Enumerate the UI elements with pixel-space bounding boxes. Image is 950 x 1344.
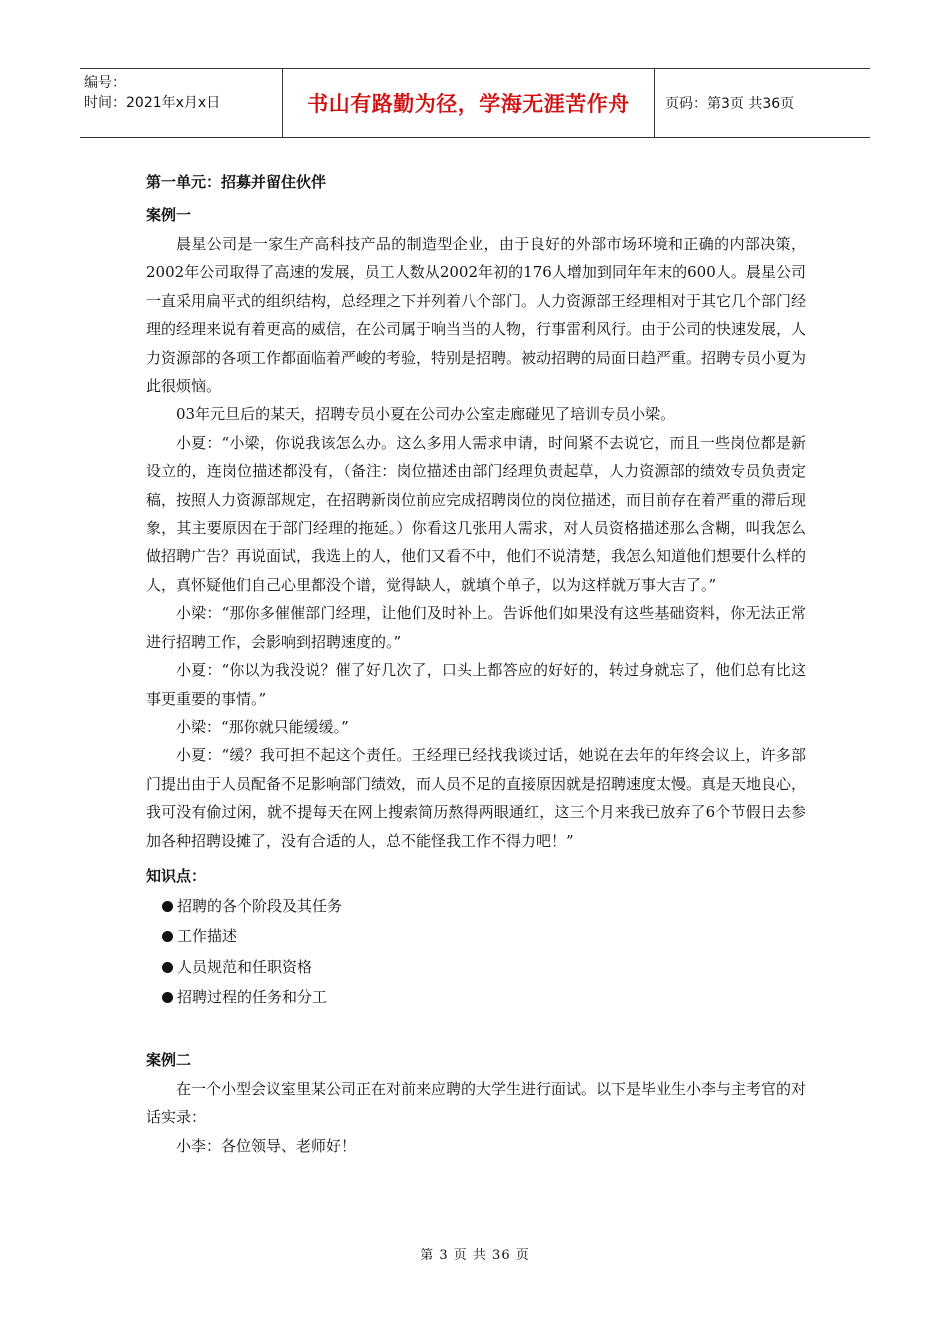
case2-title: 案例二 (146, 1050, 192, 1069)
header-meta (80, 69, 282, 137)
bullet-icon (162, 901, 173, 912)
unit-title: 第一单元：招募并留住伙伴 (146, 173, 327, 191)
document-date-label: 时间：2021年x月x日 (84, 95, 221, 111)
case1-paragraph: 小夏：“你以为我没说？催了好几次了，口头上都答应的好好的，转过身就忘了，他们总有比这事更重要的事情。” (146, 661, 806, 708)
case1-title: 案例一 (146, 206, 192, 224)
page-header (80, 68, 870, 138)
header-motto: 书山有路勤为径，学海无涯苦作舟 (282, 69, 655, 137)
bullet-icon (162, 962, 173, 973)
case1-paragraph: 03年元旦后的某天，招聘专员小夏在公司办公室走廊碰见了培训专员小梁。 (176, 405, 676, 424)
case1-paragraph: 小夏：“小梁，你说我该怎么办。这么多用人需求申请，时间紧不去说它，而且一些岗位都是新设立的，连岗位描述都没有，（备注：岗位描述由部门经理负责起草，人力资源部的绩效专员负责定稿，按照人力资源部规定，在招聘新岗位前应完成招聘岗位的岗位描述，而目前存在着严重的滞后现象，其主要原因在于部门经理的拖延。）你看这几张用人需求，对人员资格描述那么含糊，叫我怎么做招聘广告？再说面试，我选上的人，他们又看不中，他们不说清楚，我怎么知道他们想要什么样的人，真怀疑他们自己心里都没个谱，觉得缺人，就填个单子，以为这样就万事大吉了。” (146, 433, 807, 594)
knowledge-item: 招聘过程的任务和分工 (146, 982, 806, 1013)
header-page-info: 页码：第3页 共36页 (665, 96, 795, 112)
knowledge-item: 招聘的各个阶段及其任务 (146, 891, 806, 922)
document-body (146, 172, 806, 1160)
knowledge-item: 人员规范和任职资格 (146, 952, 806, 983)
knowledge-item: 工作描述 (146, 921, 806, 952)
case2-paragraph: 小李：各位领导、老师好！ (176, 1136, 357, 1155)
page-footer: 第 3 页 共 36 页 (420, 1248, 530, 1263)
case1-paragraph: 小梁：“那你就只能缓缓。” (176, 717, 349, 736)
case1-paragraph: 小夏：“缓？我可担不起这个责任。王经理已经找我谈过话，她说在去年的年终会议上，许多部门提出由于人员配备不足影响部门绩效，而人员不足的直接原因就是招聘速度太慢。真是天地良心，我可没有偷过闲，就不提每天在网上搜索简历熬得两眼通红，这三个月来我已放弃了6个节假日去参加各种招聘设摊了，没有合适的人，总不能怪我工作不得力吧！” (146, 746, 807, 850)
knowledge-list (146, 891, 806, 1013)
case2-paragraph: 在一个小型会议室里某公司正在对前来应聘的大学生进行面试。以下是毕业生小李与主考官的对话实录： (146, 1079, 807, 1127)
case1-paragraph: 小梁：“那你多催催部门经理，让他们及时补上。告诉他们如果没有这些基础资料，你无法正常进行招聘工作，会影响到招聘速度的。” (146, 604, 806, 651)
knowledge-title: 知识点： (146, 866, 207, 885)
case1-paragraph: 晨星公司是一家生产高科技产品的制造型企业，由于良好的外部市场环境和正确的内部决策，2002年公司取得了高速的发展，员工人数从2002年初的176人增加到同年年末的600人。晨星公司一直采用扁平式的组织结构，总经理之下并列着八个部门。人力资源部王经理相对于其它几个部门经理的经理来说有着更高的威信，在公司属于响当当的人物，行事雷利风行。由于公司的快速发展，人力资源部的各项工作都面临着严峻的考验，特别是招聘。被动招聘的局面日趋严重。招聘专员小夏为此很烦恼。 (146, 235, 807, 396)
bullet-icon (162, 992, 173, 1003)
bullet-icon (162, 931, 173, 942)
document-number-label: 编号： (84, 75, 126, 91)
